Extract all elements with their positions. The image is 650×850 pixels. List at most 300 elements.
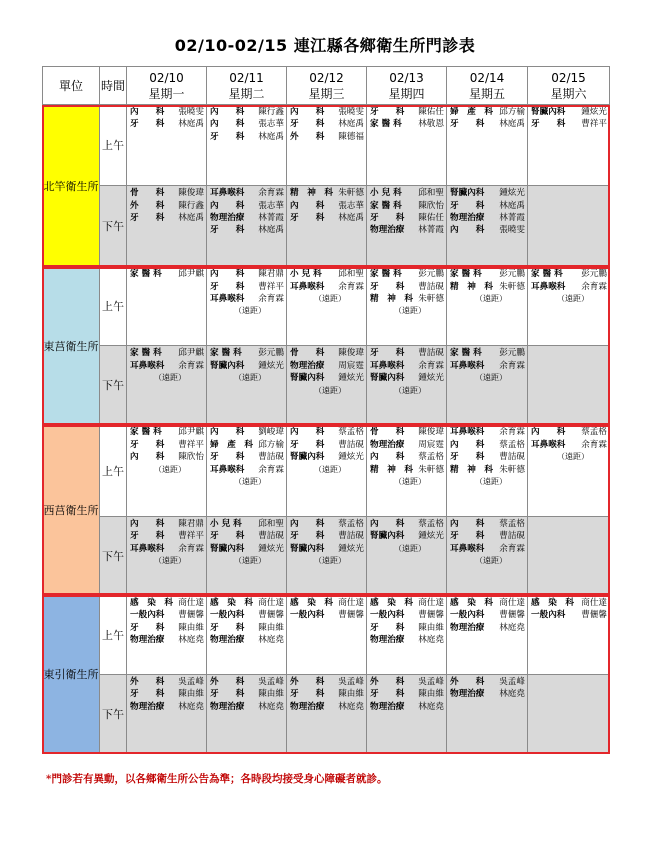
doctor-name: 朱軒德 — [499, 464, 525, 475]
doctor-name: 蔡孟格 — [338, 518, 364, 529]
clinic-line — [370, 106, 444, 118]
unit-name: 西莒衛生所 — [43, 425, 100, 595]
clinic-line — [450, 118, 525, 130]
clinic-line — [130, 701, 204, 713]
department: 外 科 — [290, 131, 325, 142]
department: 小 兒 科 — [370, 188, 402, 199]
doctor-name: 鍾炫光 — [338, 373, 364, 384]
doctor-name: 林庭堯 — [418, 635, 444, 646]
department: 牙 科 — [210, 689, 245, 700]
remote-note: （遠距） — [234, 477, 266, 487]
department: 腎臟內科 — [450, 188, 485, 199]
department: 耳鼻喉科 — [130, 543, 165, 554]
time-slot: 下午 — [100, 674, 127, 753]
page-title: 02/10-02/15 連江縣各鄉衛生所門診表 — [174, 36, 476, 55]
clinic-line — [210, 622, 284, 634]
clinic-line — [130, 187, 204, 199]
clinic-line — [290, 372, 364, 384]
clinic-line — [290, 360, 364, 372]
clinic-line — [290, 543, 364, 555]
doctor-name: 曹祥平 — [258, 281, 284, 292]
day-header — [447, 67, 528, 105]
department: 牙 科 — [210, 531, 245, 542]
doctor-name: 林菁霞 — [499, 212, 525, 223]
doctor-name: 曹詰硯 — [418, 348, 444, 359]
department: 內 科 — [210, 107, 245, 117]
clinic-line — [210, 439, 284, 451]
schedule-cell — [127, 674, 207, 753]
clinic-line — [130, 118, 204, 130]
department: 小 兒 科 — [210, 518, 242, 529]
remote-note: （遠距） — [154, 373, 186, 383]
doctor-name: 曹儷馨 — [178, 610, 204, 621]
department: 物理治療 — [130, 701, 165, 712]
clinic-line — [130, 268, 204, 280]
department: 內 科 — [210, 427, 245, 438]
department: 外 科 — [210, 676, 245, 687]
schedule-cell — [127, 516, 207, 595]
doctor-name: 張志華 — [258, 119, 284, 130]
department: 內 科 — [450, 439, 485, 450]
remote-note: （遠距） — [394, 385, 426, 395]
doctor-name: 蔡孟格 — [499, 439, 525, 450]
department: 感 染 科 — [210, 597, 253, 608]
department: 骨 科 — [130, 188, 165, 199]
clinic-line — [450, 622, 525, 634]
doctor-name: 周宸霆 — [418, 439, 444, 450]
clinic-line — [370, 451, 444, 463]
department: 耳鼻喉科 — [531, 439, 566, 450]
doctor-name: 邱方榆 — [499, 107, 525, 117]
time-slot: 下午 — [100, 516, 127, 595]
clinic-line — [130, 106, 204, 118]
time-slot: 上午 — [100, 105, 127, 186]
schedule-cell — [447, 425, 528, 516]
clinic-line — [450, 200, 525, 212]
clinic-line — [210, 106, 284, 118]
department: 耳鼻喉科 — [210, 294, 245, 305]
clinic-line — [450, 268, 525, 280]
time-header: 時間 — [100, 67, 127, 105]
department: 耳鼻喉科 — [531, 281, 566, 292]
doctor-name: 余育霖 — [178, 360, 204, 371]
department: 腎臟內科 — [370, 531, 405, 542]
clinic-line — [210, 634, 284, 646]
doctor-name: 陳德福 — [338, 131, 364, 142]
clinic-line — [130, 634, 204, 646]
doctor-name: 朱軒德 — [499, 281, 525, 292]
doctor-name: 曹祥平 — [581, 119, 607, 130]
department: 物理治療 — [130, 635, 165, 646]
doctor-name: 林庭堯 — [499, 622, 525, 633]
schedule-cell — [287, 425, 367, 516]
doctor-name: 曹儷馨 — [258, 610, 284, 621]
day-date: 02/10 — [149, 70, 184, 85]
remote-note: （遠距） — [394, 306, 426, 316]
doctor-name: 陳欣怡 — [178, 452, 204, 463]
clinic-line — [531, 609, 607, 621]
clinic-line — [210, 609, 284, 621]
clinic-line — [210, 451, 284, 463]
schedule-cell — [367, 346, 447, 425]
doctor-name: 商仕達 — [581, 597, 607, 608]
department: 內 科 — [531, 427, 566, 438]
time-slot: 下午 — [100, 186, 127, 267]
clinic-line — [370, 360, 444, 372]
department: 感 染 科 — [531, 597, 574, 608]
schedule-row — [43, 267, 610, 346]
doctor-name: 陳俊瑋 — [338, 348, 364, 359]
doctor-name: 余育霖 — [338, 281, 364, 292]
doctor-name: 陳俊瑋 — [178, 188, 204, 199]
department: 牙 科 — [370, 348, 405, 359]
clinic-line — [290, 688, 364, 700]
doctor-name: 商仕達 — [418, 597, 444, 608]
doctor-name: 商仕達 — [258, 597, 284, 608]
clinic-line — [210, 518, 284, 530]
clinic-line — [370, 224, 444, 236]
schedule-cell — [127, 105, 207, 186]
time-slot: 上午 — [100, 595, 127, 674]
day-weekday: 星期三 — [308, 86, 345, 101]
department: 感 染 科 — [290, 597, 333, 608]
schedule-row — [43, 186, 610, 267]
clinic-line — [531, 426, 607, 438]
department: 家 醫 科 — [370, 200, 402, 211]
doctor-name: 蔡孟格 — [418, 518, 444, 529]
department: 物理治療 — [370, 701, 405, 712]
department: 內 科 — [370, 452, 405, 463]
schedule-cell — [528, 105, 610, 186]
clinic-line — [370, 372, 444, 384]
schedule-cell — [528, 425, 610, 516]
clinic-line — [210, 347, 284, 359]
doctor-name: 朱軒德 — [418, 464, 444, 475]
schedule-cell — [367, 595, 447, 674]
clinic-line — [450, 451, 525, 463]
schedule-row — [43, 346, 610, 425]
department: 牙 科 — [370, 622, 405, 633]
schedule-cell — [528, 267, 610, 346]
doctor-name: 余育霖 — [499, 543, 525, 554]
doctor-name: 曹祥平 — [178, 531, 204, 542]
department: 內 科 — [290, 107, 325, 117]
clinic-line — [290, 426, 364, 438]
clinic-line — [370, 281, 444, 293]
clinic-line — [130, 676, 204, 688]
remote-note: （遠距） — [234, 555, 266, 565]
schedule-cell — [447, 346, 528, 425]
clinic-line — [370, 622, 444, 634]
department: 一般內科 — [290, 610, 325, 621]
department: 牙 科 — [290, 119, 325, 130]
doctor-name: 陳由維 — [258, 689, 284, 700]
schedule-cell — [287, 516, 367, 595]
department: 內 科 — [370, 518, 405, 529]
department: 耳鼻喉科 — [450, 360, 485, 371]
schedule-cell — [367, 516, 447, 595]
department: 牙 科 — [370, 689, 405, 700]
schedule-cell — [447, 516, 528, 595]
doctor-name: 張曉雯 — [338, 107, 364, 117]
doctor-name: 曹詰硯 — [338, 531, 364, 542]
department: 物理治療 — [370, 225, 405, 236]
department: 家 醫 科 — [130, 348, 162, 359]
department: 腎臟內科 — [531, 107, 566, 117]
doctor-name: 蔡孟格 — [499, 518, 525, 529]
department: 家 醫 科 — [210, 348, 242, 359]
schedule-cell — [207, 105, 287, 186]
doctor-name: 陳由維 — [258, 622, 284, 633]
doctor-name: 吳孟峰 — [258, 676, 284, 687]
doctor-name: 周宸霆 — [338, 360, 364, 371]
doctor-name: 林庭禹 — [258, 225, 284, 236]
doctor-name: 彭元鵬 — [418, 269, 444, 280]
day-header — [287, 67, 367, 105]
doctor-name: 鍾炫光 — [418, 531, 444, 542]
schedule-cell — [287, 346, 367, 425]
schedule-cell — [207, 425, 287, 516]
clinic-line — [450, 281, 525, 293]
remote-note: （遠距） — [154, 555, 186, 565]
department: 物理治療 — [210, 635, 245, 646]
header-row — [43, 67, 610, 105]
department: 內 科 — [210, 200, 245, 211]
doctor-name: 林庭堯 — [178, 635, 204, 646]
doctor-name: 陳欣怡 — [418, 200, 444, 211]
day-date: 02/15 — [551, 70, 586, 85]
clinic-line — [370, 212, 444, 224]
doctor-name: 余育霖 — [258, 294, 284, 305]
doctor-name: 劉峻瑋 — [258, 427, 284, 438]
doctor-name: 彭元鵬 — [258, 348, 284, 359]
remote-note: （遠距） — [314, 464, 346, 474]
department: 腎臟內科 — [290, 543, 325, 554]
doctor-name: 吳孟峰 — [338, 676, 364, 687]
schedule-cell — [287, 674, 367, 753]
department: 內 科 — [210, 119, 245, 130]
doctor-name: 彭元鵬 — [499, 269, 525, 280]
doctor-name: 陳行鑫 — [178, 200, 204, 211]
unit-name: 東引衛生所 — [43, 595, 100, 753]
remote-note: （遠距） — [394, 477, 426, 487]
clinic-line — [130, 597, 204, 609]
department: 小 兒 科 — [290, 269, 322, 280]
clinic-line — [290, 347, 364, 359]
clinic-line — [130, 543, 204, 555]
clinic-line — [290, 451, 364, 463]
doctor-name: 林庭堯 — [418, 701, 444, 712]
schedule-table — [42, 66, 610, 754]
clinic-line — [290, 676, 364, 688]
doctor-name: 陳佑任 — [418, 212, 444, 223]
schedule-cell — [207, 267, 287, 346]
department: 精 神 科 — [290, 188, 333, 199]
department: 婦 產 科 — [450, 107, 493, 117]
doctor-name: 陳君鼎 — [178, 518, 204, 529]
day-header — [528, 67, 610, 105]
department: 外 科 — [130, 200, 165, 211]
clinic-line — [450, 439, 525, 451]
doctor-name: 林庭禹 — [499, 119, 525, 130]
doctor-name: 邱和聖 — [258, 518, 284, 529]
doctor-name: 鍾炫光 — [338, 543, 364, 554]
doctor-name: 曹儷馨 — [418, 610, 444, 621]
department: 物理治療 — [210, 701, 245, 712]
department: 內 科 — [210, 269, 245, 280]
department: 腎臟內科 — [290, 452, 325, 463]
doctor-name: 林庭禹 — [178, 212, 204, 223]
schedule-cell — [207, 346, 287, 425]
clinic-line — [210, 464, 284, 476]
department: 感 染 科 — [130, 597, 173, 608]
schedule-row — [43, 105, 610, 186]
clinic-line — [210, 426, 284, 438]
department: 外 科 — [370, 676, 405, 687]
clinic-line — [290, 212, 364, 224]
department: 腎臟內科 — [210, 360, 245, 371]
doctor-name: 鍾炫光 — [418, 373, 444, 384]
schedule-cell — [287, 267, 367, 346]
department: 精 神 科 — [450, 281, 493, 292]
clinic-line — [290, 530, 364, 542]
clinic-line — [210, 597, 284, 609]
clinic-line — [210, 131, 284, 143]
clinic-line — [370, 347, 444, 359]
doctor-name: 鍾炫光 — [258, 360, 284, 371]
clinic-line — [290, 106, 364, 118]
doctor-name: 林庭禹 — [338, 212, 364, 223]
doctor-name: 商仕達 — [178, 597, 204, 608]
department: 牙 科 — [290, 689, 325, 700]
doctor-name: 林庭禹 — [258, 131, 284, 142]
schedule-cell — [127, 346, 207, 425]
time-slot: 上午 — [100, 267, 127, 346]
schedule-cell — [447, 186, 528, 267]
department: 內 科 — [290, 518, 325, 529]
department: 骨 科 — [370, 427, 405, 438]
schedule-cell — [447, 267, 528, 346]
clinic-line — [450, 518, 525, 530]
department: 物理治療 — [450, 212, 485, 223]
doctor-name: 吳孟峰 — [418, 676, 444, 687]
department: 物理治療 — [370, 635, 405, 646]
department: 耳鼻喉科 — [210, 188, 245, 199]
clinic-line — [450, 360, 525, 372]
day-weekday: 星期四 — [388, 86, 425, 101]
schedule-cell — [207, 595, 287, 674]
department: 物理治療 — [210, 212, 245, 223]
remote-note: （遠距） — [557, 452, 589, 462]
schedule-row — [43, 516, 610, 595]
doctor-name: 張曉雯 — [178, 107, 204, 117]
schedule-cell — [447, 595, 528, 674]
clinic-line — [210, 543, 284, 555]
department: 內 科 — [290, 427, 325, 438]
department: 牙 科 — [290, 531, 325, 542]
unit-header: 單位 — [43, 67, 100, 105]
doctor-name: 林庭堯 — [178, 701, 204, 712]
doctor-name: 余育霖 — [581, 281, 607, 292]
schedule-row — [43, 674, 610, 753]
remote-note: （遠距） — [475, 477, 507, 487]
doctor-name: 朱軒德 — [418, 294, 444, 305]
clinic-line — [450, 426, 525, 438]
doctor-name: 余育霖 — [581, 439, 607, 450]
doctor-name: 蔡孟格 — [418, 452, 444, 463]
clinic-line — [290, 118, 364, 130]
clinic-line — [370, 609, 444, 621]
clinic-line — [290, 200, 364, 212]
footnote: *門診若有異動，以各鄉衛生所公告為準；各時段均接受身心障礙者就診。 — [46, 773, 388, 785]
clinic-line — [450, 609, 525, 621]
clinic-line — [450, 212, 525, 224]
department: 內 科 — [450, 518, 485, 529]
department: 耳鼻喉科 — [450, 427, 485, 438]
department: 家 醫 科 — [450, 269, 482, 280]
clinic-line — [130, 688, 204, 700]
clinic-line — [130, 200, 204, 212]
clinic-line — [370, 518, 444, 530]
schedule-cell — [528, 674, 610, 753]
doctor-name: 張志華 — [338, 200, 364, 211]
clinic-line — [370, 268, 444, 280]
clinic-line — [370, 597, 444, 609]
doctor-name: 曹儷馨 — [581, 610, 607, 621]
department: 家 醫 科 — [450, 348, 482, 359]
clinic-line — [290, 131, 364, 143]
clinic-line — [531, 118, 607, 130]
schedule-cell — [528, 595, 610, 674]
department: 一般內科 — [210, 610, 245, 621]
doctor-name: 鍾炫光 — [499, 188, 525, 199]
schedule-cell — [127, 186, 207, 267]
schedule-cell — [447, 674, 528, 753]
clinic-line — [450, 464, 525, 476]
doctor-name: 陳君鼎 — [258, 269, 284, 280]
department: 精 神 科 — [370, 464, 413, 475]
clinic-line — [130, 530, 204, 542]
department: 牙 科 — [210, 452, 245, 463]
doctor-name: 邱和聖 — [338, 269, 364, 280]
day-header — [207, 67, 287, 105]
schedule-cell — [287, 186, 367, 267]
clinic-line — [450, 347, 525, 359]
department: 家 醫 科 — [130, 427, 162, 438]
doctor-name: 曹詰硯 — [258, 452, 284, 463]
clinic-line — [290, 187, 364, 199]
doctor-name: 邱尹麒 — [178, 348, 204, 359]
doctor-name: 曹詰硯 — [499, 531, 525, 542]
schedule-cell — [367, 186, 447, 267]
unit-name: 東莒衛生所 — [43, 267, 100, 425]
department: 牙 科 — [290, 212, 325, 223]
clinic-line — [370, 118, 444, 130]
schedule-cell — [528, 186, 610, 267]
day-date: 02/12 — [309, 70, 344, 85]
clinic-line — [210, 676, 284, 688]
doctor-name: 林菁霞 — [418, 225, 444, 236]
clinic-line — [210, 701, 284, 713]
department: 牙 科 — [210, 131, 245, 142]
doctor-name: 張志華 — [258, 200, 284, 211]
remote-note: （遠距） — [475, 555, 507, 565]
schedule-cell — [528, 346, 610, 425]
doctor-name: 林庭禹 — [178, 119, 204, 130]
clinic-line — [450, 597, 525, 609]
clinic-line — [290, 609, 364, 621]
clinic-line — [130, 609, 204, 621]
